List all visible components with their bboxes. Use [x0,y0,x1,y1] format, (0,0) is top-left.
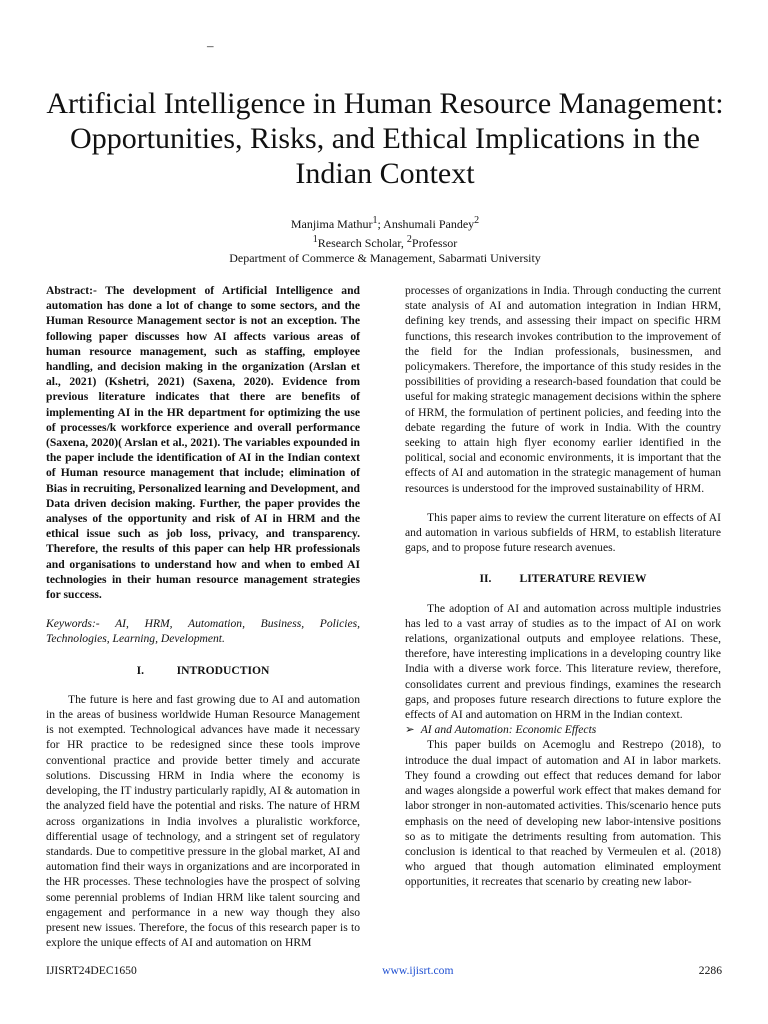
paper-id: IJISRT24DEC1650 [46,964,137,977]
intro-paragraph-2: This paper aims to review the current literature on effects of AI and automation in various subfields of HRM, to establish literature gaps, and to propose future research avenues. [405,510,721,555]
section-number: II. [479,572,492,586]
section-title: LITERATURE REVIEW [519,572,647,586]
role-1-sup: 1 [312,234,318,245]
section-heading-introduction [46,663,360,678]
author-1-sup: 1 [372,215,378,226]
author-2: ; Anshumali Pandey [377,217,475,231]
role-2-sup: 2 [406,234,412,245]
page-footer [46,964,722,977]
arrow-bullet-icon: ➢ [405,723,415,737]
page-number: 2286 [698,964,722,977]
author-names [40,213,730,232]
author-block [40,213,730,266]
affiliation: Department of Commerce & Management, Sabarmati University [229,251,541,265]
keywords: Keywords:- AI, HRM, Automation, Business, Policies, Technologies, Learning, Development. [46,617,360,646]
paper-title: Artificial Intelligence in Human Resource Management: Opportunities, Risks, and Ethical Implications in the Indian Context [46,87,724,190]
intro-paragraph-1: The future is here and fast growing due to AI and automation in the areas of business worldwide Human Resource Management is not exempted. Technological advances have made it necessary for HR practice to be redesigned since these tools improve conventional practice and provide better timely and accurate solutions. Discussing HRM in India where the economy is developing, the IT industry particularly rapidly, AI & automation in the analyzed field have the potential and risks. The nature of HRM across organizations in India involves a pluralistic workforce, differential usage of technology, and a stringent set of regulatory standards. Due to competitive pressure in the global market, AI and automation find their ways in organizations and are incorporated in the HR processes. These technologies have the prospect of solving some perennial problems of Indian HRM like talent sourcing and engagement and performance in a new way though they also present new issues. Therefore, the focus of this research paper is to explore the unique effects of AI and automation on HRM [46,692,360,950]
subsection-title: AI and Automation: Economic Effects [420,723,597,737]
section-number: I. [136,663,145,677]
journal-link[interactable]: www.ijisrt.com [382,964,454,977]
author-1: Manjima Mathur [290,217,373,231]
literature-paragraph-2: This paper builds on Acemoglu and Restrepo (2018), to introduce the dual impact of automation and AI in labor markets. They found a crowding out effect that reduces demand for labor and wages alongside a powerful work effect that makes demand for labor stronger in non-automated activities. This/scenario hence puts emphasis on the need of developing new labor-intensive positions so as to mitigate the detriments resulting from automation. This conclusion is identical to that reached by Vermeulen et al. (2018) who argued that though automation eliminated employment opportunities, it recreates that scenario by creating new labor- [405,738,721,889]
section-heading-literature-review [405,571,721,586]
subsection-heading [405,722,721,737]
literature-paragraph-1: The adoption of AI and automation across multiple industries has led to a vast array of studies as to the impact of AI on work relations, organizational outputs and employee relations. These, therefore, have interesting implications in a developing country like India with a diverse work force. This literature review, therefore, consolidates current and previous findings, examines the research gaps, and proposes future research directions to future explore the effects of AI and automation on HRM in the Indian context. [405,601,721,722]
section-title: INTRODUCTION [176,663,270,677]
left-column [46,283,360,950]
abstract: Abstract:- The development of Artificial Intelligence and automation has done a lot of change to some sectors, and the Human Resource Management sector is not an exception. The following paper discusses how AI affects various areas of human resource management, such as staffing, employee handling, and decision making in the organization (Arslan et al., 2021) (Kshetri, 2021) (Saxena, 2020). Evidence from previous literature indicates that there are benefits of implementing AI in the HR department for optimizing the use of processes/k workforce experience and overall performance (Saxena, 2020)( Arslan et al., 2021). The variables expounded in the paper include the identification of AI in the Indian context of Human resource management that include; elimination of Bias in recruiting, Personalized learning and Development, and Data driven decision making. Further, the paper provides the analyses of the opportunity and risk of AI in HRM and the ethical issue such as job loss, privacy, and transparency. Therefore, the results of this paper can help HR professionals and organisations to understand how and when to embed AI technologies in their human resource management strategies for success. [46,284,360,602]
role-1: Research Scholar, [317,236,407,250]
header-mark: – [207,38,214,53]
right-column [405,283,721,890]
intro-paragraph-1-continued: processes of organizations in India. Through conducting the current state analysis of AI and automation integration in Indian HRM, defining key trends, and assessing their impact on specific HRM functions, this research invokes contribution to the improvement of the field for the Indian professionals, businessmen, and policymakers. Therefore, the importance of this study resides in the possibilities of providing a research-based foundation that could be useful for making strategic management decisions within the sphere of HRM, the formulation of pertinent policies, and feeding into the debate regarding the future of work in India. With the country seeking to attain high flyer economy earlier identified in the political, social and economic environments, it is important that the effects of AI and automation in the strategic management of human resources is understood for the improved sustainability of HRM. [405,284,721,495]
author-roles [40,232,730,251]
role-2: Professor [411,236,458,250]
author-2-sup: 2 [474,215,480,226]
